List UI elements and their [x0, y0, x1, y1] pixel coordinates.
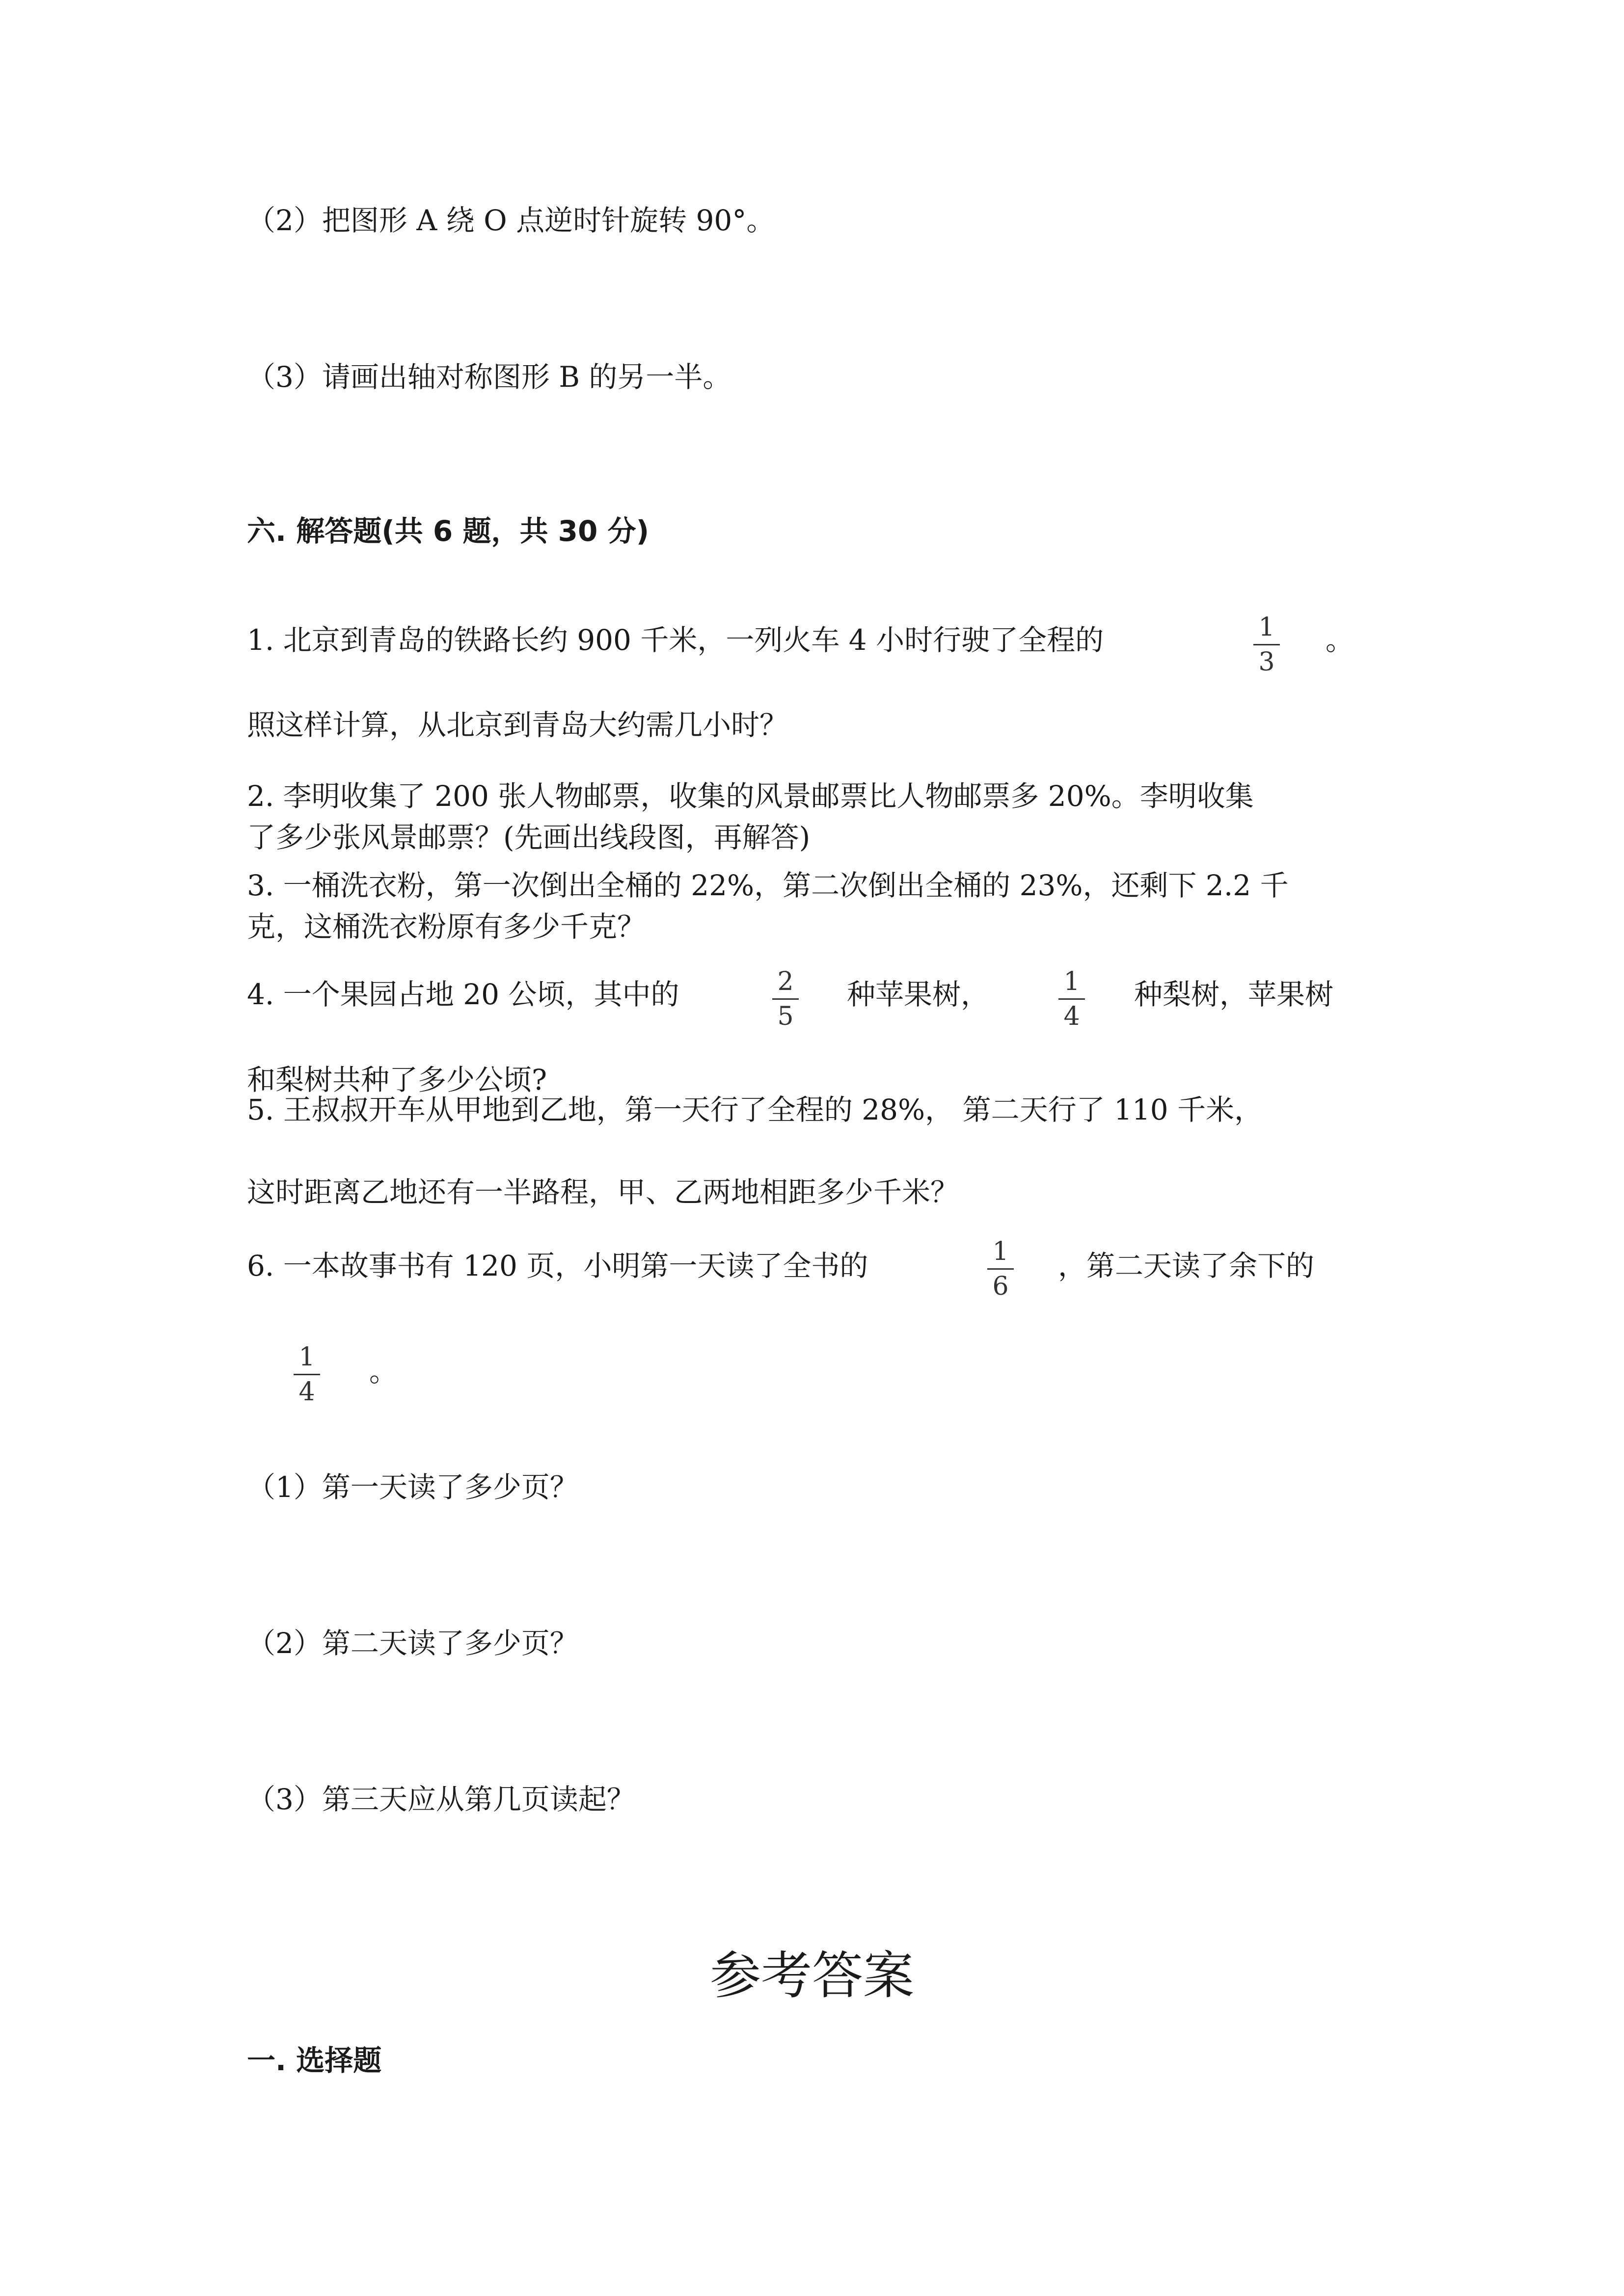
denominator: 3: [1258, 647, 1275, 677]
question-5-text-line2: 这时距离乙地还有一半路程，甲、乙两地相距多少千米？: [247, 1175, 959, 1209]
denominator: 4: [1063, 1002, 1080, 1031]
question-6-sub-1: （1）第一天读了多少页？: [247, 1470, 578, 1504]
numerator: 1: [1063, 967, 1080, 996]
numerator: 1: [1258, 613, 1275, 642]
sub-question-3: （3）请画出轴对称图形 B 的另一半。: [247, 360, 731, 394]
sub-question-2: （2）把图形 A 绕 O 点逆时针旋转 90°。: [247, 204, 775, 237]
fraction-bar: [772, 998, 799, 1000]
fraction-bar: [1253, 644, 1280, 645]
question-2-text-line2: 了多少张风景邮票？(先画出线段图，再解答): [247, 821, 811, 854]
fraction: [1055, 967, 1089, 1031]
question-4-text-mid: 种苹果树，: [847, 978, 990, 1011]
question-6-text-mid: ，第二天读了余下的: [1058, 1249, 1315, 1282]
fraction-bar: [987, 1268, 1014, 1270]
fraction: [290, 1342, 324, 1407]
question-5-text: 5. 王叔叔开车从甲地到乙地，第一天行了全程的 28%， 第二天行了 110 千米，: [247, 1093, 1263, 1126]
fraction: [1249, 613, 1284, 677]
numerator: 1: [992, 1237, 1009, 1266]
question-6-end: 。: [369, 1355, 398, 1388]
denominator: 6: [992, 1272, 1009, 1301]
numerator: 2: [777, 967, 794, 996]
answer-title: 参考答案: [709, 1946, 914, 2005]
question-4-text-end: 种梨树，苹果树: [1134, 978, 1334, 1011]
question-6-sub-2: （2）第二天读了多少页？: [247, 1627, 578, 1660]
section-heading: 六. 解答题(共 6 题，共 30 分): [247, 514, 650, 548]
denominator: 5: [777, 1002, 794, 1031]
question-1-text-line2: 照这样计算，从北京到青岛大约需几小时？: [247, 708, 788, 742]
question-2-text: 2. 李明收集了 200 张人物邮票，收集的风景邮票比人物邮票多 20%。李明收集: [247, 779, 1254, 813]
question-3-text-line2: 克，这桶洗衣粉原有多少千克？: [247, 910, 646, 943]
fraction: [768, 967, 803, 1031]
fraction-bar: [294, 1374, 320, 1375]
denominator: 4: [298, 1377, 315, 1407]
question-3-text: 3. 一桶洗衣粉，第一次倒出全桶的 22%，第二次倒出全桶的 23%，还剩下 2.2 千: [247, 869, 1289, 902]
numerator: 1: [298, 1342, 315, 1372]
fraction: [983, 1237, 1018, 1301]
question-6-sub-3: （3）第三天应从第几页读起？: [247, 1783, 635, 1816]
question-6-text: 6. 一本故事书有 120 页，小明第一天读了全书的: [247, 1249, 868, 1282]
question-1-text: 1. 北京到青岛的铁路长约 900 千米，一列火车 4 小时行驶了全程的: [247, 623, 1104, 657]
fraction-bar: [1058, 998, 1085, 1000]
question-4-text-line2: 和梨树共种了多少公顷?: [247, 1063, 547, 1096]
answer-section-heading: 一. 选择题: [247, 2044, 382, 2077]
question-1-end: 。: [1326, 623, 1354, 657]
question-4-text: 4. 一个果园占地 20 公顷，其中的: [247, 978, 679, 1011]
